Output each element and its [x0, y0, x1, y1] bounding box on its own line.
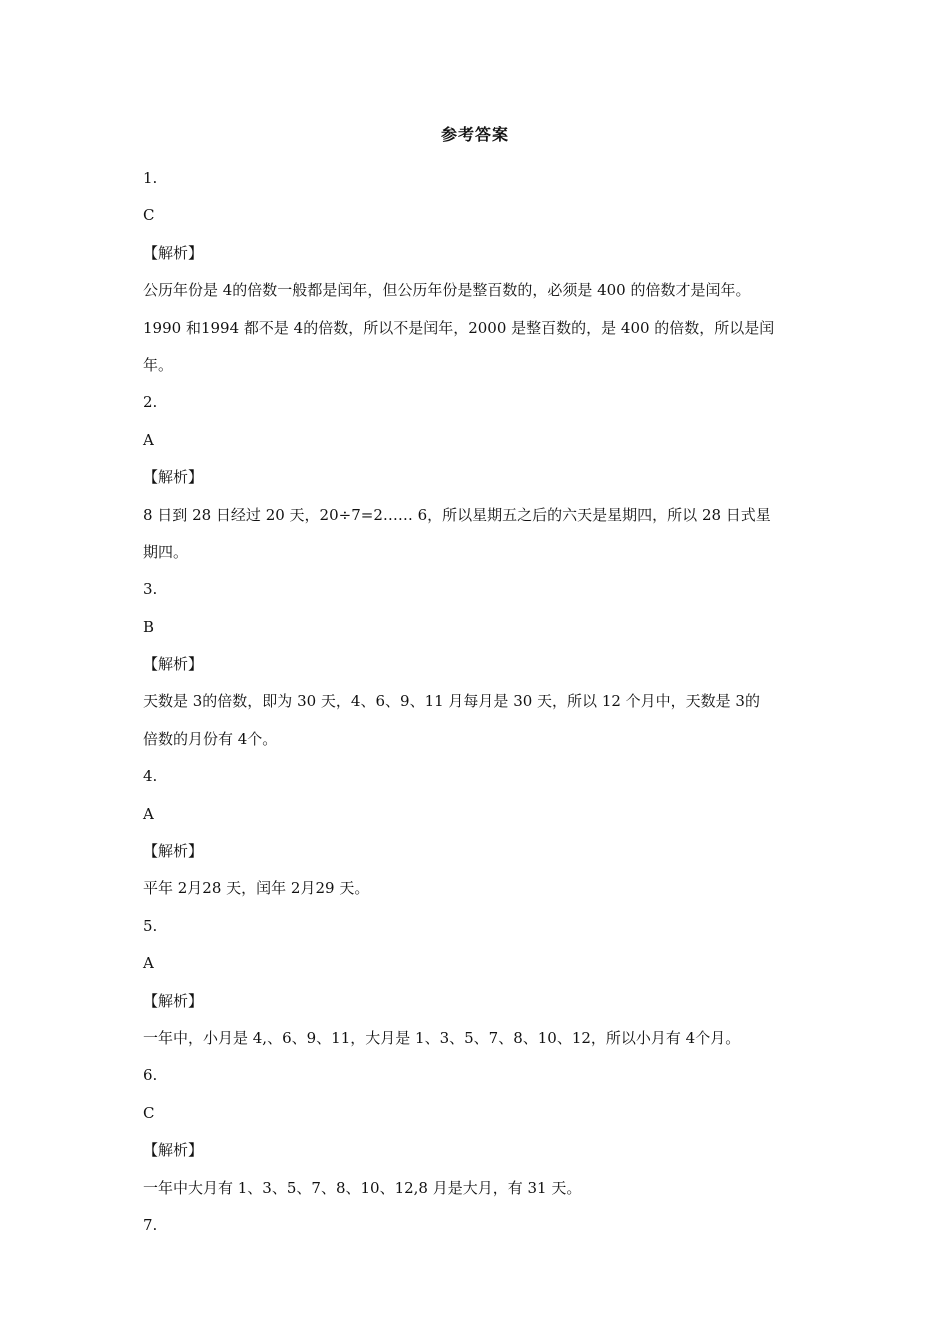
analysis-text: 1990 和1994 都不是 4的倍数，所以不是闰年，2000 是整百数的，是 400 的倍数，所以是闰 — [143, 318, 775, 337]
analysis-label: 【解析】 — [143, 991, 204, 1010]
analysis-text: 天数是 3的倍数，即为 30 天，4、6、9、11 月每月是 30 天，所以 12 个月中，天数是 3的 — [143, 692, 760, 711]
answer-choice: B — [143, 617, 155, 636]
analysis-label: 【解析】 — [143, 1141, 204, 1160]
analysis-text: 8 日到 28 日经过 20 天，20÷7=2…… 6，所以星期五之后的六天是星期四，所以 28 日式星 — [143, 505, 771, 524]
analysis-label: 【解析】 — [143, 243, 204, 262]
analysis-text: 倍数的月份有 4个。 — [143, 729, 278, 748]
question-number: 7. — [143, 1215, 158, 1234]
analysis-label: 【解析】 — [143, 842, 204, 861]
question-number: 2. — [143, 393, 158, 412]
question-number: 4. — [143, 767, 158, 786]
question-number: 3. — [143, 580, 158, 599]
answer-choice: A — [143, 804, 154, 823]
question-number: 6. — [143, 1066, 158, 1085]
answer-choice: A — [143, 954, 154, 973]
analysis-text: 平年 2月28 天，闰年 2月29 天。 — [143, 879, 370, 898]
page-title: 参考答案 — [440, 125, 509, 144]
answer-list — [143, 160, 823, 1244]
analysis-label: 【解析】 — [143, 468, 204, 487]
analysis-text: 公历年份是 4的倍数一般都是闰年，但公历年份是整百数的，必须是 400 的倍数才是闰年。 — [143, 281, 751, 300]
answer-choice: C — [143, 206, 155, 225]
analysis-text: 年。 — [143, 355, 174, 374]
answer-choice: A — [143, 430, 154, 449]
analysis-label: 【解析】 — [143, 655, 204, 674]
analysis-text: 一年中，小月是 4,、6、9、11，大月是 1、3、5、7、8、10、12，所以小月有 4个月。 — [143, 1028, 741, 1047]
question-number: 1. — [143, 169, 158, 187]
question-number: 5. — [143, 916, 158, 935]
analysis-text: 期四。 — [143, 542, 189, 561]
analysis-text: 一年中大月有 1、3、5、7、8、10、12,8 月是大月，有 31 天。 — [143, 1178, 582, 1197]
answer-choice: C — [143, 1103, 155, 1122]
